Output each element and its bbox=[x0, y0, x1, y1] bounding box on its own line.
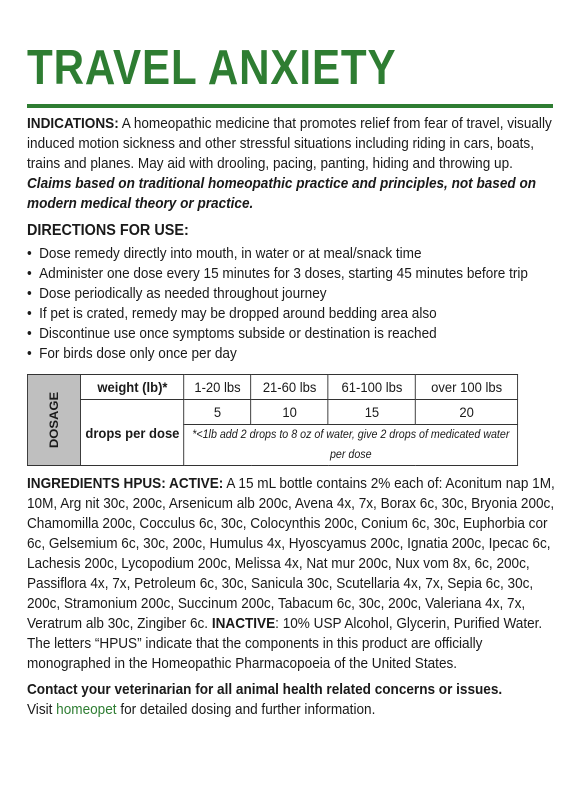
indications-label: INDICATIONS: bbox=[27, 116, 119, 132]
indications-text: A homeopathic medicine that promotes relief from fear of travel, visually induced motion sickness and other stressful situations including riding in cars, boats, trains and planes. May aid with drooling, pacing, panting, hiding and throwing up. bbox=[27, 116, 552, 172]
product-title: TRAVEL ANXIETY bbox=[27, 41, 397, 95]
title-divider bbox=[27, 104, 553, 108]
directions-list bbox=[27, 244, 557, 364]
direction-item: • If pet is crated, remedy may be dropped around bedding area also bbox=[27, 304, 557, 324]
direction-item: • Discontinue use once symptoms subside or destination is reached bbox=[27, 324, 557, 344]
visit-line bbox=[27, 700, 557, 720]
weight-header: weight (lb)* bbox=[81, 375, 184, 400]
label-content bbox=[27, 114, 557, 720]
weight-cell: 61-100 lbs bbox=[328, 375, 415, 400]
dosage-table bbox=[27, 374, 518, 466]
dosage-note: *<1lb add 2 drops to 8 oz of water, give 2 drops of medicated water per dose bbox=[184, 425, 518, 466]
visit-suffix: for detailed dosing and further information. bbox=[116, 702, 376, 718]
direction-item: • Dose remedy directly into mouth, in water or at meal/snack time bbox=[27, 244, 557, 264]
drops-row bbox=[27, 400, 517, 425]
dosage-side-text: DOSAGE bbox=[46, 391, 61, 449]
visit-prefix: Visit bbox=[27, 702, 57, 718]
drops-cell: 20 bbox=[416, 400, 518, 425]
weight-cell: over 100 lbs bbox=[416, 375, 518, 400]
inactive-label: INACTIVE bbox=[211, 616, 276, 632]
weight-row bbox=[27, 375, 517, 400]
homeopet-link[interactable]: homeopet bbox=[56, 702, 117, 718]
content-inner bbox=[27, 114, 557, 720]
indications-paragraph bbox=[27, 114, 557, 214]
drops-cell: 15 bbox=[328, 400, 415, 425]
direction-item: • Dose periodically as needed throughout journey bbox=[27, 284, 557, 304]
drops-cell: 10 bbox=[251, 400, 328, 425]
weight-cell: 1-20 lbs bbox=[184, 375, 251, 400]
drops-cell: 5 bbox=[184, 400, 251, 425]
contact-text: Contact your veterinarian for all animal health related concerns or issues. bbox=[27, 682, 503, 698]
dosage-side-label bbox=[27, 375, 80, 466]
direction-item: • For birds dose only once per day bbox=[27, 344, 557, 364]
active-text: A 15 mL bottle contains 2% each of: Aconitum nap 1M, 10M, Arg nit 30c, 200c, Arsenicum alb 200c, Avena 4x, 7x, Borax 6c, 30c, Bryonia 200c, Chamomilla 200c, Cocculus 6c, 30c, Colocynthis 200c, Conium 6c, 30c, Euphorbia cor 6c, Gelsemium 6c, 30c, 200c, Humulus 4x, Hyoscyamus 200c, Ignatia 200c, Ipecac 6c, Lachesis 200c, Lycopodium 200c, Melissa 4x, Nat mur 200c, Nux vom 8x, 6c, 200c, Passiflora 4x, 7x, Petroleum 6c, 30c, Sanicula 30c, Scutellaria 4x, 7x, Sepia 6c, 30c, 200c, Stramonium 200c, Succinum 200c, Tabacum 6c, 30c, 200c, Valeriana 4x, 7x, Veratrum alb 30c, Zingiber 6c. bbox=[27, 476, 555, 632]
inactive-text: : 10% USP Alcohol, Glycerin, Purified Water. The letters “HPUS” indicate that the components in this product are officially monographed in the Homeopathic Pharmacopoeia of the United States. bbox=[27, 616, 543, 672]
weight-cell: 21-60 lbs bbox=[251, 375, 328, 400]
ingredients-paragraph bbox=[27, 474, 557, 674]
indications-disclaimer: Claims based on traditional homeopathic practice and principles, not based on modern medical theory or practice. bbox=[27, 176, 537, 212]
active-label: INGREDIENTS HPUS: ACTIVE: bbox=[27, 476, 224, 492]
direction-item: • Administer one dose every 15 minutes for 3 doses, starting 45 minutes before trip bbox=[27, 264, 557, 284]
drops-header: drops per dose bbox=[81, 400, 184, 466]
directions-heading: DIRECTIONS FOR USE: bbox=[27, 222, 189, 239]
